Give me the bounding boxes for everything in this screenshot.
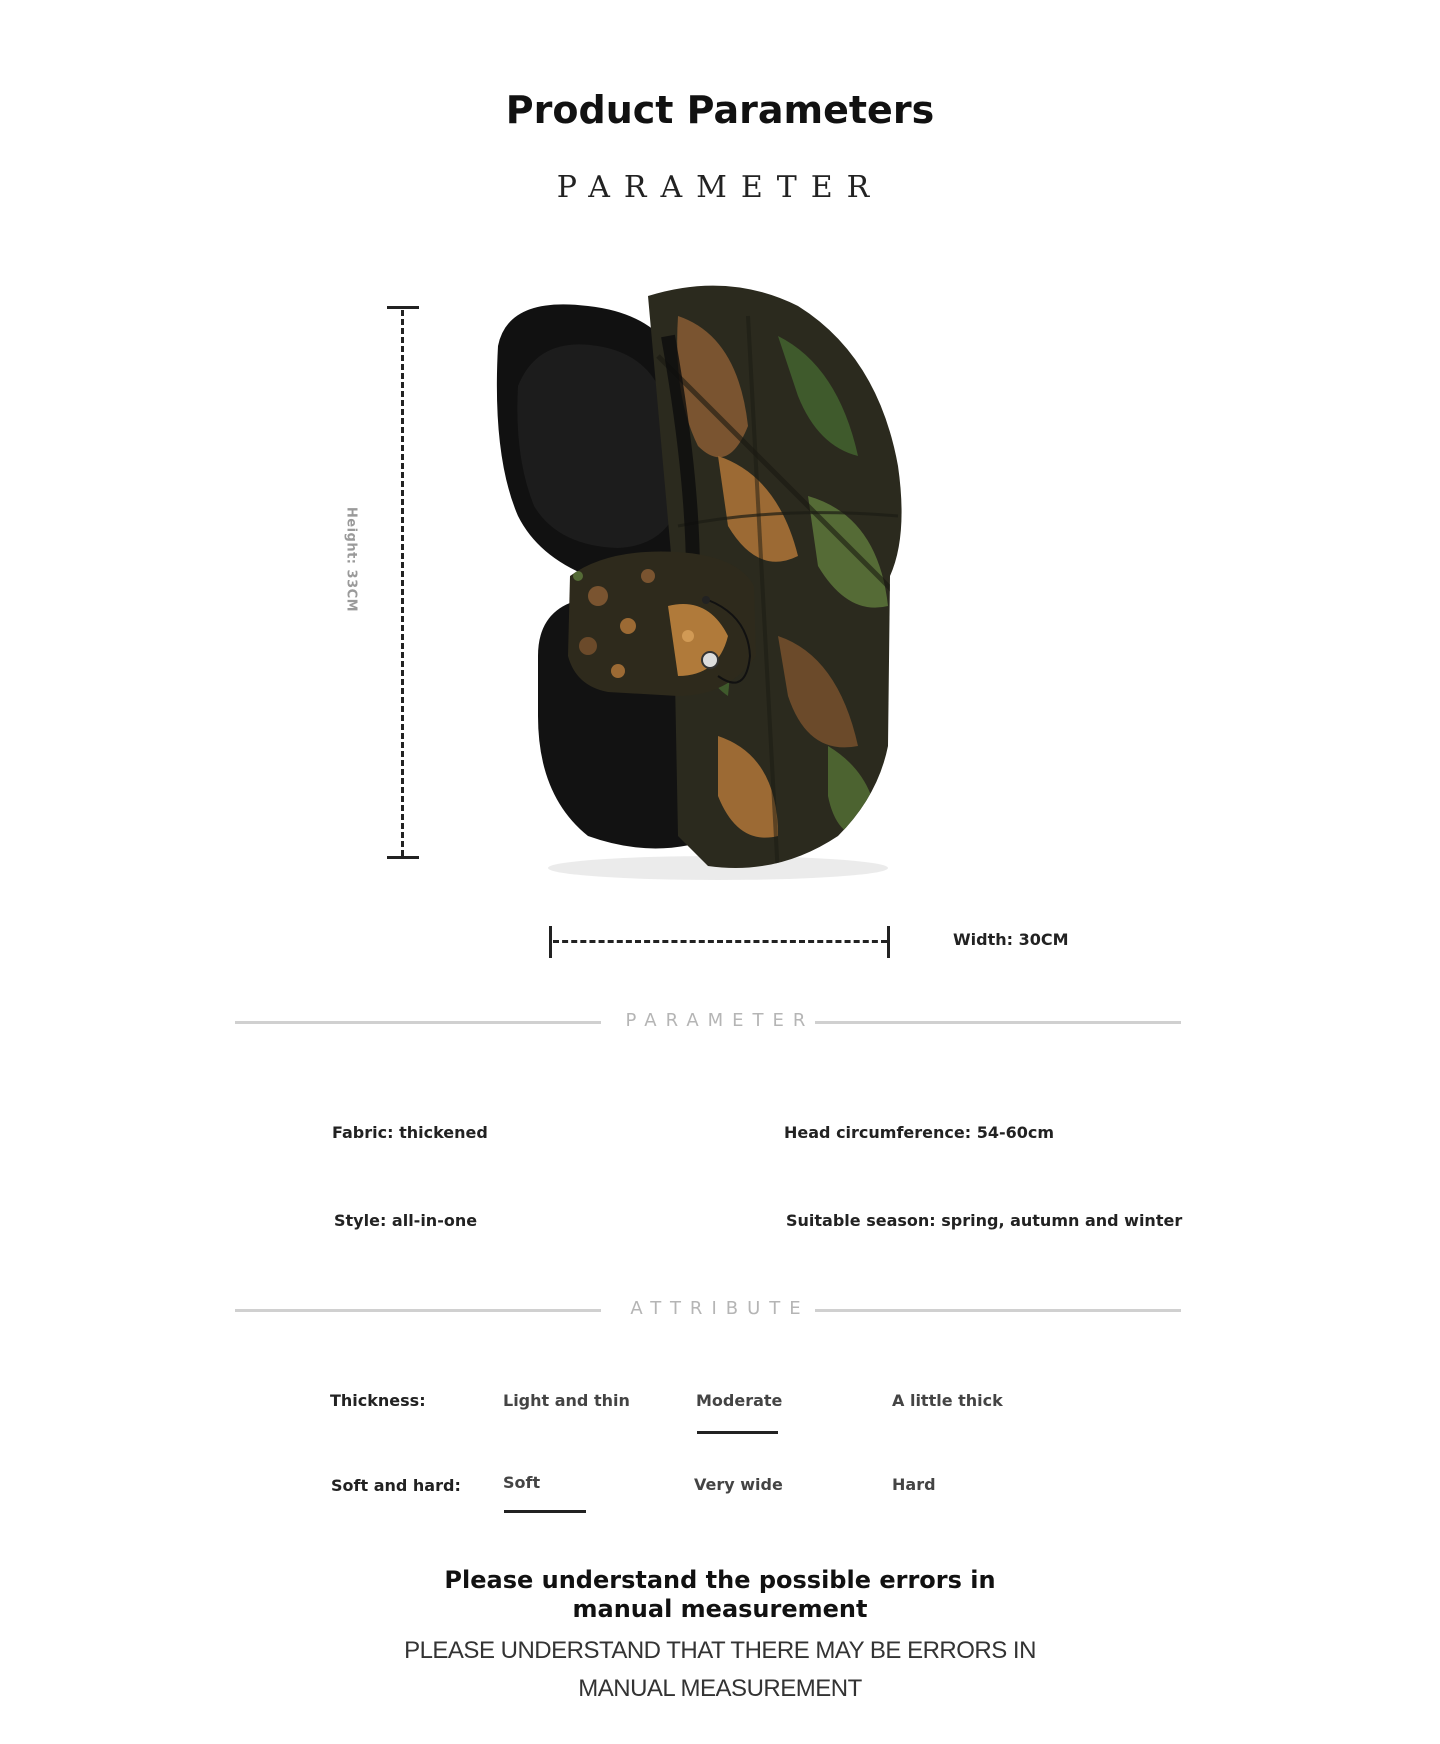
measurement-note-title [0, 1566, 1440, 1624]
thickness-option-moderate: Moderate [696, 1391, 783, 1410]
attribute-divider-right [815, 1309, 1181, 1312]
page-subtitle: PARAMETER [556, 170, 884, 205]
width-dimension-cap-left [549, 926, 552, 958]
parameter-divider-left [235, 1021, 601, 1024]
measurement-note-subtitle: PLEASE UNDERSTAND THAT THERE MAY BE ERRORS IN MANUAL MEASUREMENT [404, 1637, 1036, 1702]
param-style: Style: all-in-one [334, 1211, 478, 1230]
height-dimension-cap-top [387, 306, 419, 309]
param-fabric: Fabric: thickened [332, 1123, 488, 1142]
softness-option-very-wide: Very wide [694, 1475, 783, 1494]
attribute-divider-left [235, 1309, 601, 1312]
softness-label: Soft and hard: [331, 1476, 461, 1495]
param-suitable-season: Suitable season: spring, autumn and winter [786, 1211, 1183, 1230]
product-image-trapper-hat [478, 276, 918, 882]
parameter-divider-right [815, 1021, 1181, 1024]
thickness-label: Thickness: [330, 1391, 426, 1410]
thickness-option-light-and-thin: Light and thin [503, 1391, 630, 1410]
softness-option-hard: Hard [892, 1475, 936, 1494]
height-dimension-cap-bottom [387, 856, 419, 859]
measurement-note-title-line2: manual measurement [572, 1595, 868, 1623]
thickness-option-a-little-thick: A little thick [892, 1391, 1003, 1410]
softness-option-soft: Soft [503, 1473, 541, 1492]
parameter-section-heading: PARAMETER [625, 1010, 815, 1031]
softness-selected-indicator [504, 1510, 586, 1513]
height-dimension-line [401, 310, 404, 856]
param-head-circumference: Head circumference: 54-60cm [784, 1123, 1055, 1142]
thickness-selected-indicator [697, 1431, 778, 1434]
height-label: Height: 33CM [343, 506, 359, 613]
page-title: Product Parameters [505, 88, 935, 132]
width-dimension-line [553, 940, 887, 943]
measurement-note-title-line1: Please understand the possible errors in [444, 1566, 996, 1594]
attribute-section-heading: ATTRIBUTE [630, 1298, 810, 1319]
width-label: Width: 30CM [953, 930, 1069, 949]
width-dimension-cap-right [887, 926, 890, 958]
